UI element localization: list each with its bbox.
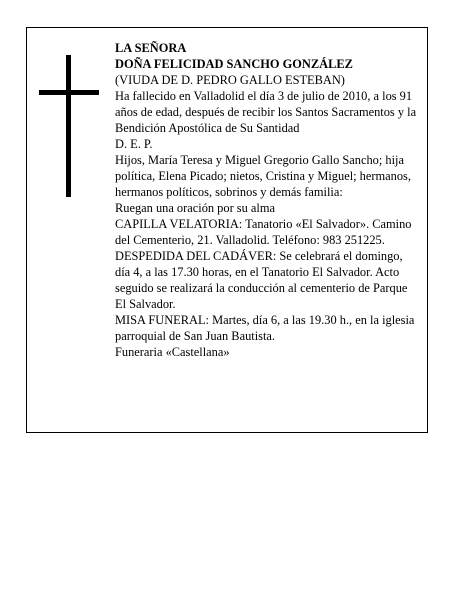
deceased-name: DOÑA FELICIDAD SANCHO GONZÁLEZ <box>115 57 353 71</box>
chapel-text: Tanatorio «El Salvador». Camino del Cementerio, 21. Valladolid. Teléfono: 983 251225. <box>115 217 412 247</box>
notice-title: LA SEÑORA <box>115 41 187 55</box>
cross-vertical-bar <box>66 55 71 197</box>
rip-line: D. E. P. <box>115 137 153 151</box>
prayer-request: Ruegan una oración por su alma <box>115 201 275 215</box>
farewell-paragraph <box>115 248 419 312</box>
funeral-home: Funeraria «Castellana» <box>115 345 230 359</box>
family-paragraph: Hijos, María Teresa y Miguel Gregorio Gallo Sancho; hija política, Elena Picado; nietos, Cristina y Miguel; hermanos, hermanos políticos, sobrinos y demás familia: <box>115 153 411 199</box>
mass-paragraph <box>115 312 419 344</box>
mass-text: Martes, día 6, a las 19.30 h., en la iglesia parroquial de San Juan Bautista. <box>115 313 415 343</box>
death-announcement: Ha fallecido en Valladolid el día 3 de julio de 2010, a los 91 años de edad, después de recibir los Santos Sacramentos y la Bendición Apostólica de Su Santidad <box>115 89 417 135</box>
farewell-label: DESPEDIDA DEL CADÁVER: <box>115 249 277 263</box>
farewell-text: Se celebrará el domingo, día 4, a las 17.30 horas, en el Tanatorio El Salvador. Acto seguido se realizará la conducción al cementerio de Parque El Salvador. <box>115 249 408 311</box>
cross-horizontal-bar <box>39 90 99 95</box>
chapel-label: CAPILLA VELATORIA: <box>115 217 243 231</box>
cross-icon <box>39 55 99 197</box>
obituary-notice <box>26 27 428 433</box>
chapel-paragraph <box>115 216 419 248</box>
notice-text <box>115 40 419 360</box>
mass-label: MISA FUNERAL: <box>115 313 209 327</box>
widow-of-line: (VIUDA DE D. PEDRO GALLO ESTEBAN) <box>115 73 345 87</box>
